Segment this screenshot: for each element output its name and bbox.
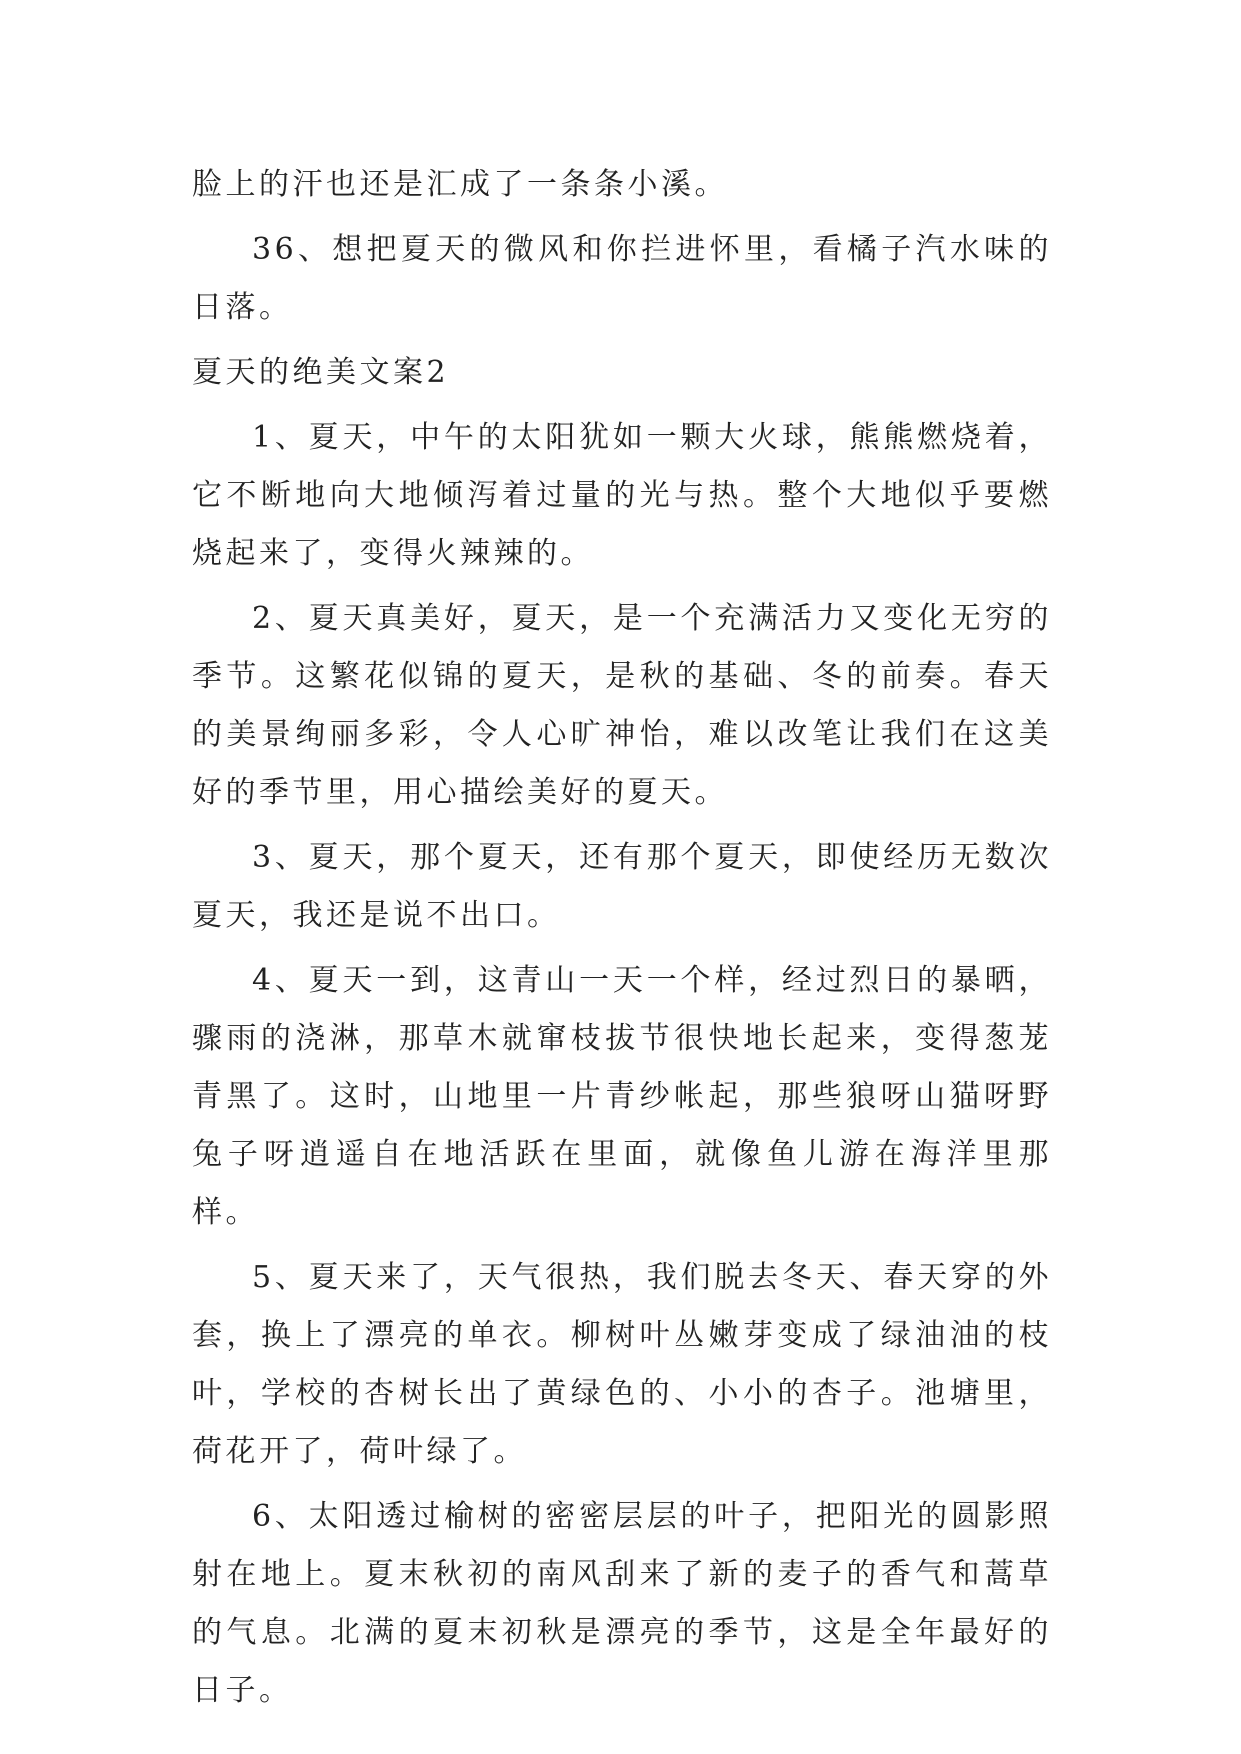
section-item-6: 6、太阳透过榆树的密密层层的叶子，把阳光的圆影照射在地上。夏末秋初的南风刮来了新的麦子的香气和蒿草的气息。北满的夏末初秋是漂亮的季节，这是全年最好的日子。 [192,1499,1052,1708]
section-item-4: 4、夏天一到，这青山一天一个样，经过烈日的暴晒，骤雨的浇淋，那草木就窜枝拔节很快地长起来，变得葱茏青黑了。这时，山地里一片青纱帐起，那些狼呀山猫呀野兔子呀逍遥自在地活跃在里面，就像鱼儿游在海洋里那样。 [192,963,1052,1230]
paragraph-item-36: 36、想把夏天的微风和你拦进怀里，看橘子汽水味的日落。 [192,232,1052,325]
section-item-5: 5、夏天来了，天气很热，我们脱去冬天、春天穿的外套，换上了漂亮的单衣。柳树叶丛嫩芽变成了绿油油的枝叶，学校的杏树长出了黄绿色的、小小的杏子。池塘里，荷花开了，荷叶绿了。 [192,1260,1052,1469]
section-item-2: 2、夏天真美好，夏天，是一个充满活力又变化无穷的季节。这繁花似锦的夏天，是秋的基础、冬的前奏。春天的美景绚丽多彩，令人心旷神怡，难以改笔让我们在这美好的季节里，用心描绘美好的夏天。 [192,601,1052,810]
paragraph-continuation: 脸上的汗也还是汇成了一条条小溪。 [192,167,728,202]
section-item-3: 3、夏天，那个夏天，还有那个夏天，即使经历无数次夏天，我还是说不出口。 [192,840,1052,933]
section-heading: 夏天的绝美文案2 [192,355,450,390]
document-body [192,156,1052,1727]
section-item-1: 1、夏天，中午的太阳犹如一颗大火球，熊熊燃烧着，它不断地向大地倾泻着过量的光与热。整个大地似乎要燃烧起来了，变得火辣辣的。 [192,420,1052,571]
